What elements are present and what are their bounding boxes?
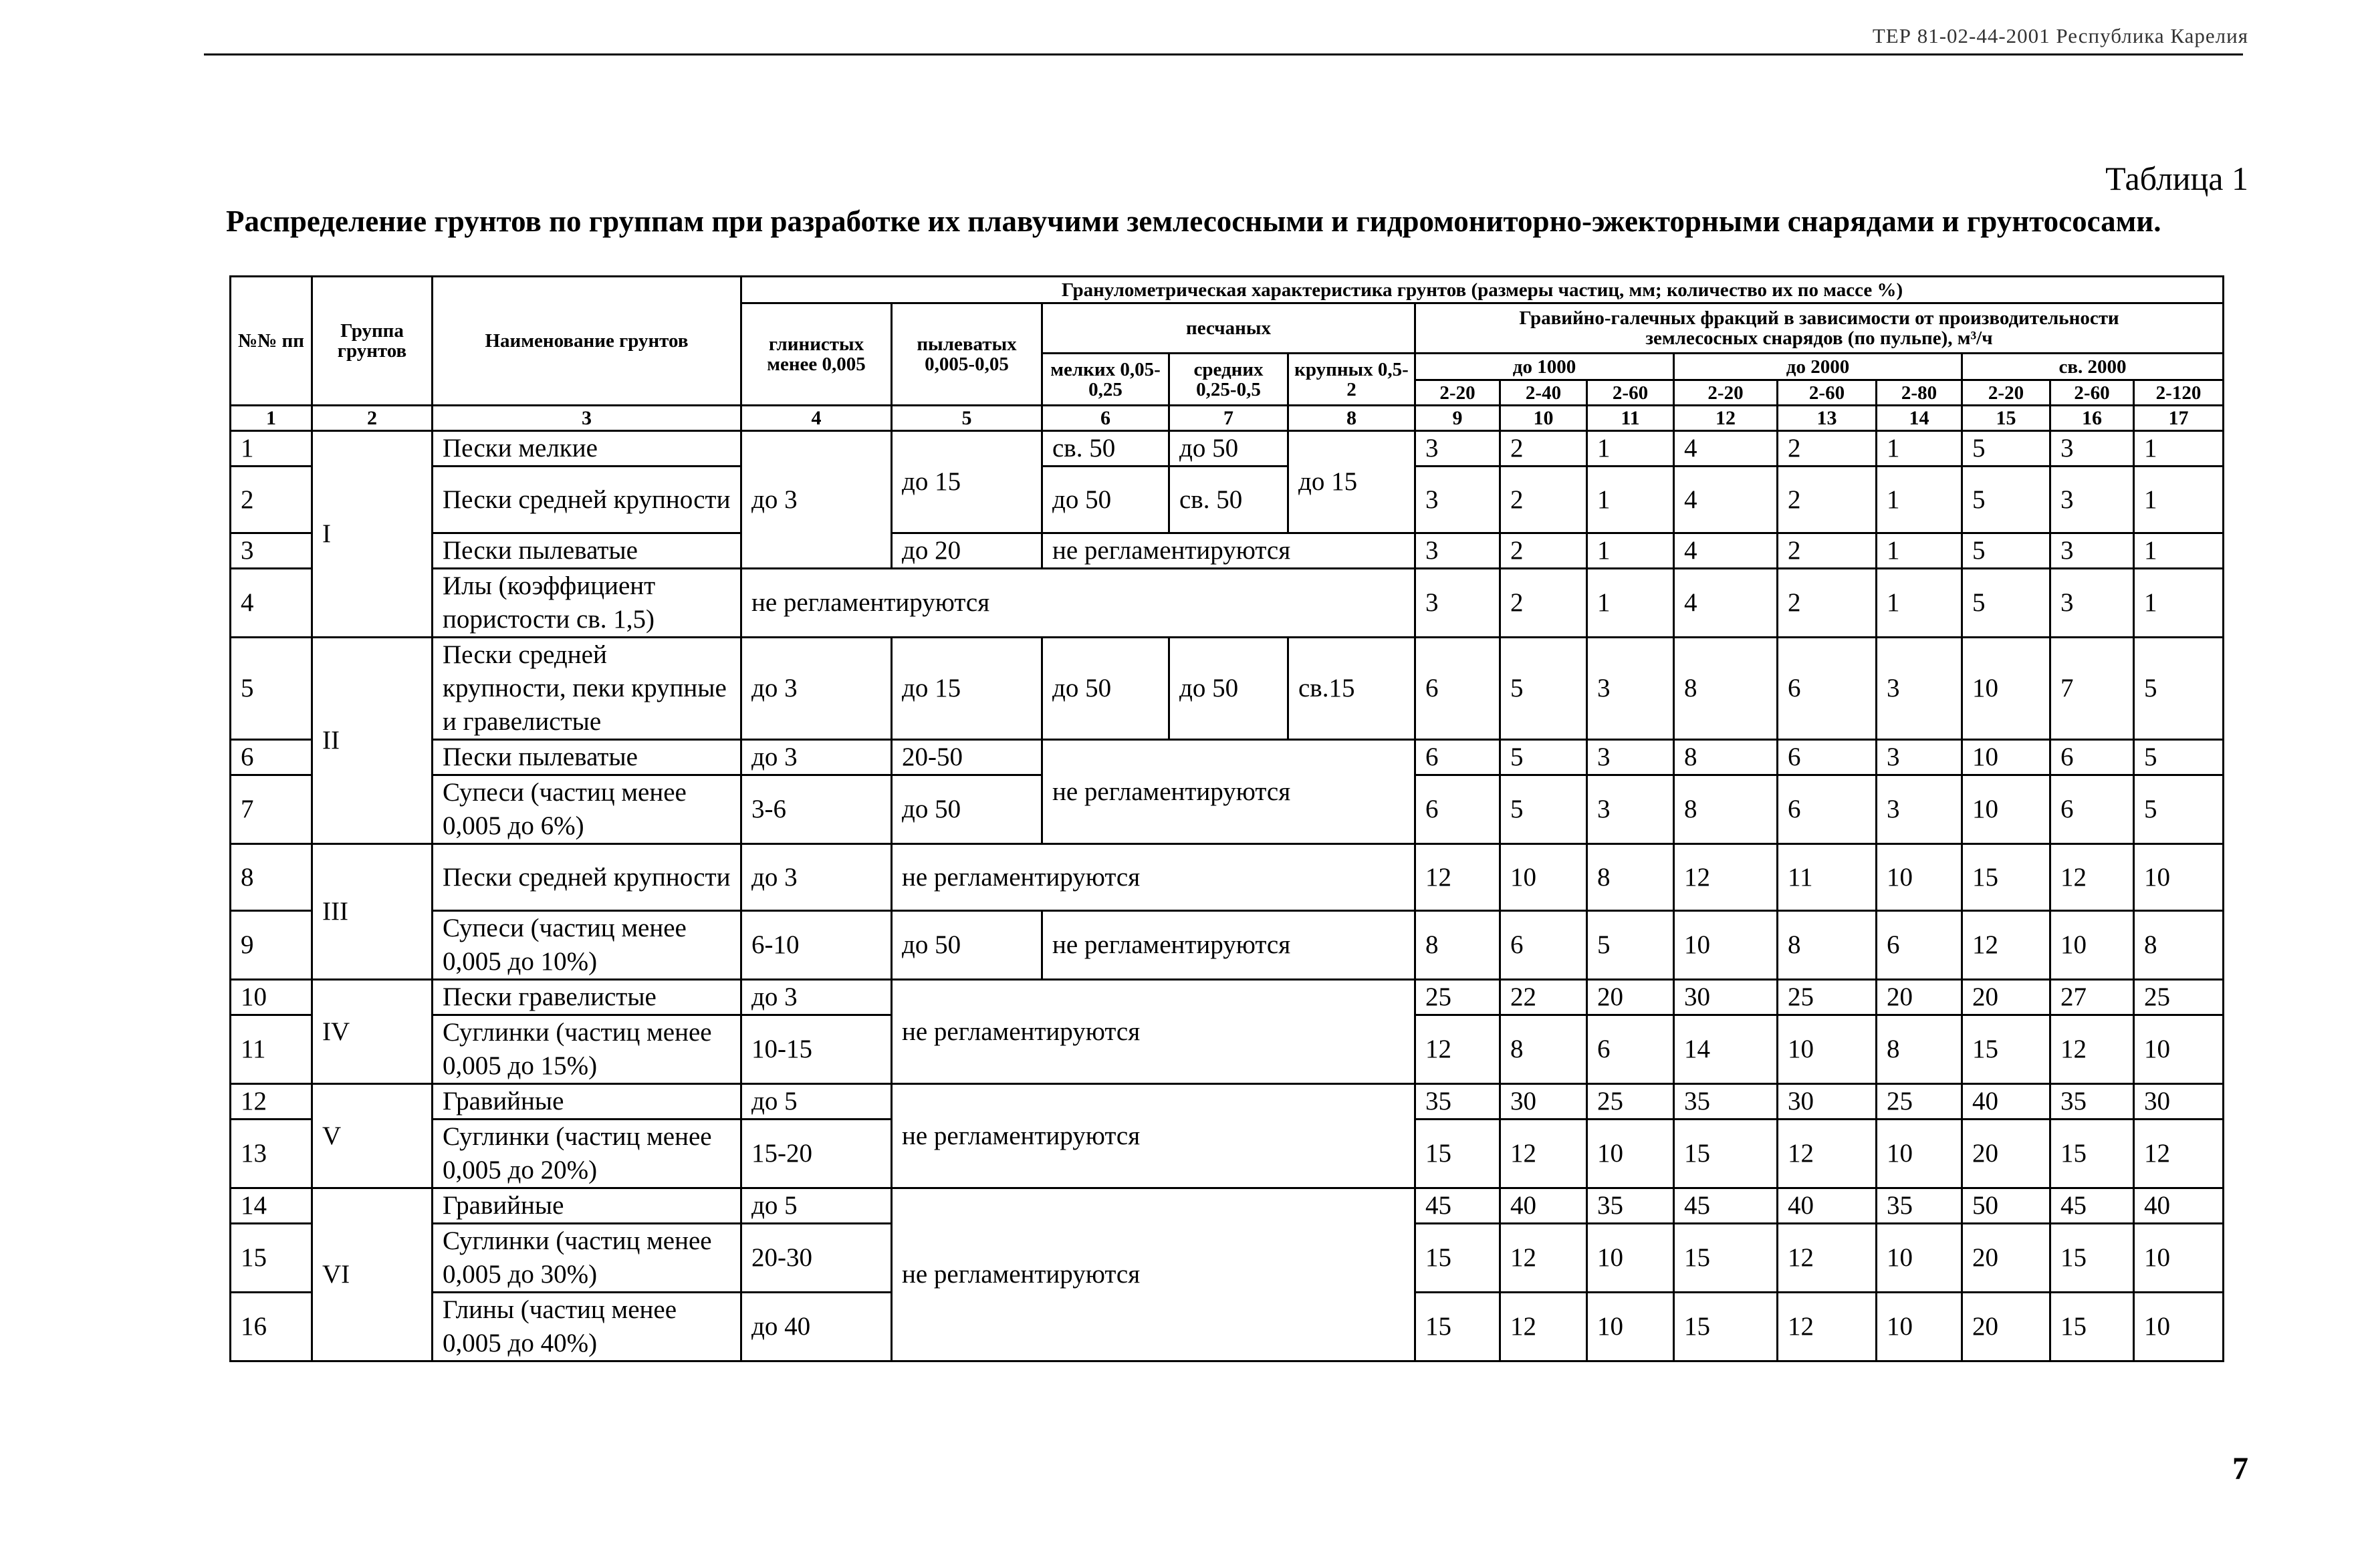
column-number: 2 <box>312 406 433 431</box>
column-number: 5 <box>892 406 1042 431</box>
header-clay: глинистых менее 0,005 <box>741 303 892 406</box>
clay-cell: 6-10 <box>741 911 892 980</box>
not-regulated-cell: не регламентируются <box>892 980 1415 1084</box>
value-cell: 50 <box>1962 1188 2050 1224</box>
clay-cell: до 40 <box>741 1293 892 1361</box>
soil-name: Глины (частиц менее 0,005 до 40%) <box>433 1293 741 1361</box>
soil-name: Гравийные <box>433 1188 741 1224</box>
row-number: 4 <box>231 569 312 638</box>
value-cell: 2 <box>1500 569 1587 638</box>
value-cell: 40 <box>2134 1188 2224 1224</box>
header-gravel <box>1415 303 2224 354</box>
value-cell: 12 <box>1500 1224 1587 1293</box>
value-cell: 45 <box>1674 1188 1778 1224</box>
header-no: №№ пп <box>231 277 312 406</box>
value-cell: 4 <box>1674 569 1778 638</box>
clay-cell: 3-6 <box>741 775 892 844</box>
column-number: 15 <box>1962 406 2050 431</box>
value-cell: 6 <box>1415 740 1500 775</box>
row-number: 14 <box>231 1188 312 1224</box>
sand-fine-cell: до 50 <box>1042 467 1169 533</box>
not-regulated-cell: не регламентируются <box>1042 911 1415 980</box>
row-number: 3 <box>231 533 312 569</box>
header-prod-3: св. 2000 <box>1962 354 2224 380</box>
clay-cell: 15-20 <box>741 1120 892 1188</box>
value-cell: 5 <box>1962 431 2050 467</box>
value-cell: 10 <box>1500 844 1587 911</box>
value-cell: 6 <box>1778 638 1877 740</box>
row-number: 1 <box>231 431 312 467</box>
value-cell: 35 <box>2050 1084 2134 1120</box>
value-cell: 15 <box>1674 1224 1778 1293</box>
value-cell: 1 <box>2134 431 2224 467</box>
value-cell: 2 <box>1500 431 1587 467</box>
column-number: 12 <box>1674 406 1778 431</box>
row-number: 11 <box>231 1015 312 1084</box>
value-cell: 20 <box>1587 980 1674 1015</box>
column-number: 8 <box>1288 406 1415 431</box>
value-cell: 10 <box>1962 638 2050 740</box>
value-cell: 14 <box>1674 1015 1778 1084</box>
value-cell: 15 <box>1415 1224 1500 1293</box>
value-cell: 5 <box>1500 638 1587 740</box>
value-cell: 5 <box>1587 911 1674 980</box>
value-cell: 12 <box>2134 1120 2224 1188</box>
value-cell: 3 <box>2050 569 2134 638</box>
value-cell: 8 <box>1415 911 1500 980</box>
soil-name: Суглинки (частиц менее 0,005 до 20%) <box>433 1120 741 1188</box>
header-fraction: 2-80 <box>1877 380 1962 406</box>
header-sand: песчаных <box>1042 303 1415 354</box>
value-cell: 3 <box>1415 569 1500 638</box>
value-cell: 12 <box>1500 1120 1587 1188</box>
row-number: 9 <box>231 911 312 980</box>
value-cell: 15 <box>1962 844 2050 911</box>
value-cell: 35 <box>1415 1084 1500 1120</box>
header-prod-1: до 1000 <box>1415 354 1674 380</box>
group-cell: II <box>312 638 433 844</box>
value-cell: 10 <box>1587 1120 1674 1188</box>
column-number: 14 <box>1877 406 1962 431</box>
value-cell: 10 <box>1674 911 1778 980</box>
soil-name: Пески пылеватые <box>433 533 741 569</box>
value-cell: 12 <box>1415 1015 1500 1084</box>
column-number: 11 <box>1587 406 1674 431</box>
value-cell: 6 <box>2050 740 2134 775</box>
value-cell: 3 <box>1877 775 1962 844</box>
row-number: 6 <box>231 740 312 775</box>
value-cell: 22 <box>1500 980 1587 1015</box>
column-number: 7 <box>1169 406 1288 431</box>
sand-medium-cell: св. 50 <box>1169 467 1288 533</box>
value-cell: 11 <box>1778 844 1877 911</box>
value-cell: 4 <box>1674 533 1778 569</box>
column-number: 9 <box>1415 406 1500 431</box>
value-cell: 2 <box>1500 533 1587 569</box>
value-cell: 1 <box>1587 569 1674 638</box>
row-number: 10 <box>231 980 312 1015</box>
value-cell: 15 <box>1962 1015 2050 1084</box>
value-cell: 3 <box>1587 775 1674 844</box>
not-regulated-cell: не регламентируются <box>892 1084 1415 1188</box>
silt-cell: до 15 <box>892 638 1042 740</box>
value-cell: 25 <box>1778 980 1877 1015</box>
value-cell: 15 <box>2050 1224 2134 1293</box>
column-number: 13 <box>1778 406 1877 431</box>
value-cell: 3 <box>1415 431 1500 467</box>
value-cell: 5 <box>1962 533 2050 569</box>
silt-cell: до 50 <box>892 911 1042 980</box>
value-cell: 25 <box>1877 1084 1962 1120</box>
silt-cell: 20-50 <box>892 740 1042 775</box>
page-number: 7 <box>2232 1451 2248 1486</box>
value-cell: 10 <box>1962 740 2050 775</box>
header-fraction: 2-60 <box>1587 380 1674 406</box>
value-cell: 6 <box>2050 775 2134 844</box>
value-cell: 3 <box>2050 533 2134 569</box>
column-number: 3 <box>433 406 741 431</box>
value-cell: 1 <box>2134 533 2224 569</box>
header-silt: пылеватых 0,005-0,05 <box>892 303 1042 406</box>
header-fraction: 2-20 <box>1674 380 1778 406</box>
value-cell: 2 <box>1500 467 1587 533</box>
group-cell: VI <box>312 1188 433 1361</box>
value-cell: 1 <box>2134 569 2224 638</box>
value-cell: 12 <box>2050 1015 2134 1084</box>
clay-cell: до 3 <box>741 844 892 911</box>
value-cell: 12 <box>1415 844 1500 911</box>
soil-name: Суглинки (частиц менее 0,005 до 15%) <box>433 1015 741 1084</box>
header-group: Группа грунтов <box>312 277 433 406</box>
value-cell: 12 <box>1778 1224 1877 1293</box>
value-cell: 10 <box>2050 911 2134 980</box>
row-number: 5 <box>231 638 312 740</box>
value-cell: 20 <box>1962 1120 2050 1188</box>
header-fraction: 2-20 <box>1962 380 2050 406</box>
value-cell: 15 <box>1674 1293 1778 1361</box>
value-cell: 20 <box>1962 1293 2050 1361</box>
value-cell: 2 <box>1778 467 1877 533</box>
value-cell: 20 <box>1962 980 2050 1015</box>
silt-cell: до 50 <box>892 775 1042 844</box>
value-cell: 5 <box>1962 569 2050 638</box>
group-cell: I <box>312 431 433 638</box>
not-regulated-cell: не регламентируются <box>1042 740 1415 844</box>
value-cell: 1 <box>1587 431 1674 467</box>
value-cell: 1 <box>2134 467 2224 533</box>
header-sand-fine: мелких 0,05-0,25 <box>1042 354 1169 406</box>
value-cell: 1 <box>1877 431 1962 467</box>
column-number: 1 <box>231 406 312 431</box>
value-cell: 15 <box>2050 1293 2134 1361</box>
header-fraction: 2-60 <box>1778 380 1877 406</box>
value-cell: 8 <box>1674 775 1778 844</box>
value-cell: 3 <box>2050 467 2134 533</box>
value-cell: 15 <box>1415 1293 1500 1361</box>
value-cell: 4 <box>1674 467 1778 533</box>
value-cell: 8 <box>1674 740 1778 775</box>
value-cell: 10 <box>2134 1293 2224 1361</box>
value-cell: 5 <box>1500 740 1587 775</box>
value-cell: 40 <box>1962 1084 2050 1120</box>
value-cell: 10 <box>1877 1293 1962 1361</box>
clay-cell: до 3 <box>741 740 892 775</box>
soil-name: Пески пылеватые <box>433 740 741 775</box>
value-cell: 2 <box>1778 431 1877 467</box>
value-cell: 12 <box>1500 1293 1587 1361</box>
soil-name: Пески гравелистые <box>433 980 741 1015</box>
value-cell: 8 <box>1877 1015 1962 1084</box>
value-cell: 20 <box>1962 1224 2050 1293</box>
value-cell: 40 <box>1500 1188 1587 1224</box>
soil-name: Илы (коэффициент пористости св. 1,5) <box>433 569 741 638</box>
value-cell: 6 <box>1778 740 1877 775</box>
row-number: 13 <box>231 1120 312 1188</box>
value-cell: 45 <box>2050 1188 2134 1224</box>
soil-name: Суглинки (частиц менее 0,005 до 30%) <box>433 1224 741 1293</box>
running-header: ТЕР 81-02-44-2001 Республика Карелия <box>1872 24 2248 47</box>
row-number: 15 <box>231 1224 312 1293</box>
table-title: Распределение грунтов по группам при разработке их плавучими землесосными и гидромониторно-эжекторными снарядами и грунтососами. <box>226 205 2161 238</box>
value-cell: 8 <box>2134 911 2224 980</box>
sand-medium-cell: до 50 <box>1169 431 1288 467</box>
sand-medium-cell: до 50 <box>1169 638 1288 740</box>
header-gravel-line2: землесосных снарядов (по пульпе), м³/ч <box>1645 328 1993 349</box>
not-regulated-cell: не регламентируются <box>892 1188 1415 1361</box>
value-cell: 25 <box>1415 980 1500 1015</box>
soil-groups-table <box>229 275 2224 1362</box>
group-cell: III <box>312 844 433 980</box>
soil-name: Супеси (частиц менее 0,005 до 6%) <box>433 775 741 844</box>
value-cell: 25 <box>2134 980 2224 1015</box>
value-cell: 1 <box>1877 467 1962 533</box>
soil-name: Пески средней крупности <box>433 467 741 533</box>
value-cell: 12 <box>1674 844 1778 911</box>
value-cell: 8 <box>1500 1015 1587 1084</box>
value-cell: 12 <box>1778 1120 1877 1188</box>
value-cell: 2 <box>1778 533 1877 569</box>
value-cell: 35 <box>1674 1084 1778 1120</box>
value-cell: 10 <box>1877 1120 1962 1188</box>
value-cell: 6 <box>1587 1015 1674 1084</box>
value-cell: 5 <box>2134 638 2224 740</box>
value-cell: 1 <box>1877 533 1962 569</box>
header-prod-2: до 2000 <box>1674 354 1962 380</box>
not-regulated-cell: не регламентируются <box>1042 533 1415 569</box>
header-gravel-line1: Гравийно-галечных фракций в зависимости от производительности <box>1519 307 2119 329</box>
column-number: 4 <box>741 406 892 431</box>
clay-cell: до 3 <box>741 980 892 1015</box>
value-cell: 1 <box>1587 533 1674 569</box>
value-cell: 3 <box>1415 533 1500 569</box>
value-cell: 8 <box>1778 911 1877 980</box>
row-number: 7 <box>231 775 312 844</box>
value-cell: 10 <box>1962 775 2050 844</box>
header-name: Наименование грунтов <box>433 277 741 406</box>
silt-cell: до 15 <box>892 431 1042 533</box>
header-fraction: 2-60 <box>2050 380 2134 406</box>
value-cell: 10 <box>2134 1224 2224 1293</box>
value-cell: 12 <box>1778 1293 1877 1361</box>
value-cell: 3 <box>1587 740 1674 775</box>
clay-cell: до 5 <box>741 1188 892 1224</box>
value-cell: 20 <box>1877 980 1962 1015</box>
value-cell: 35 <box>1587 1188 1674 1224</box>
value-cell: 3 <box>1587 638 1674 740</box>
value-cell: 10 <box>1877 1224 1962 1293</box>
column-number: 16 <box>2050 406 2134 431</box>
value-cell: 5 <box>2134 740 2224 775</box>
value-cell: 8 <box>1587 844 1674 911</box>
header-fraction: 2-20 <box>1415 380 1500 406</box>
sand-fine-cell: св. 50 <box>1042 431 1169 467</box>
silt-cell: до 20 <box>892 533 1042 569</box>
value-cell: 10 <box>2134 1015 2224 1084</box>
value-cell: 6 <box>1415 775 1500 844</box>
value-cell: 10 <box>1587 1293 1674 1361</box>
value-cell: 35 <box>1877 1188 1962 1224</box>
value-cell: 6 <box>1415 638 1500 740</box>
value-cell: 6 <box>1877 911 1962 980</box>
value-cell: 30 <box>2134 1084 2224 1120</box>
value-cell: 30 <box>1778 1084 1877 1120</box>
value-cell: 10 <box>1877 844 1962 911</box>
sand-coarse-cell: до 15 <box>1288 431 1415 533</box>
clay-cell: 10-15 <box>741 1015 892 1084</box>
value-cell: 6 <box>1500 911 1587 980</box>
soil-name: Супеси (частиц менее 0,005 до 10%) <box>433 911 741 980</box>
sand-coarse-cell: св.15 <box>1288 638 1415 740</box>
soil-name: Гравийные <box>433 1084 741 1120</box>
clay-cell: до 3 <box>741 638 892 740</box>
value-cell: 15 <box>2050 1120 2134 1188</box>
value-cell: 1 <box>1877 569 1962 638</box>
header-sand-medium: средних 0,25-0,5 <box>1169 354 1288 406</box>
group-cell: IV <box>312 980 433 1084</box>
value-cell: 2 <box>1778 569 1877 638</box>
header-sand-coarse: крупных 0,5-2 <box>1288 354 1415 406</box>
clay-cell: до 3 <box>741 431 892 569</box>
value-cell: 10 <box>1778 1015 1877 1084</box>
header-rule <box>204 53 2243 55</box>
value-cell: 12 <box>2050 844 2134 911</box>
header-granulometric: Гранулометрическая характеристика грунтов (размеры частиц, мм; количество их по массе %) <box>741 277 2224 303</box>
column-number: 17 <box>2134 406 2224 431</box>
not-regulated-cell: не регламентируются <box>741 569 1415 638</box>
value-cell: 30 <box>1674 980 1778 1015</box>
soil-name: Пески средней крупности <box>433 844 741 911</box>
value-cell: 3 <box>1877 638 1962 740</box>
value-cell: 1 <box>1587 467 1674 533</box>
column-number: 10 <box>1500 406 1587 431</box>
value-cell: 4 <box>1674 431 1778 467</box>
value-cell: 27 <box>2050 980 2134 1015</box>
value-cell: 12 <box>1962 911 2050 980</box>
value-cell: 5 <box>1962 467 2050 533</box>
not-regulated-cell: не регламентируются <box>892 844 1415 911</box>
value-cell: 45 <box>1415 1188 1500 1224</box>
header-fraction: 2-40 <box>1500 380 1587 406</box>
column-number: 6 <box>1042 406 1169 431</box>
soil-name: Пески средней крупности, пеки крупные и гравелистые <box>433 638 741 740</box>
value-cell: 5 <box>2134 775 2224 844</box>
value-cell: 30 <box>1500 1084 1587 1120</box>
value-cell: 40 <box>1778 1188 1877 1224</box>
sand-fine-cell: до 50 <box>1042 638 1169 740</box>
value-cell: 6 <box>1778 775 1877 844</box>
value-cell: 3 <box>1415 467 1500 533</box>
value-cell: 3 <box>1877 740 1962 775</box>
clay-cell: до 5 <box>741 1084 892 1120</box>
value-cell: 15 <box>1674 1120 1778 1188</box>
header-fraction: 2-120 <box>2134 380 2224 406</box>
value-cell: 10 <box>2134 844 2224 911</box>
value-cell: 3 <box>2050 431 2134 467</box>
table-label: Таблица 1 <box>2105 160 2248 197</box>
row-number: 16 <box>231 1293 312 1361</box>
group-cell: V <box>312 1084 433 1188</box>
value-cell: 5 <box>1500 775 1587 844</box>
value-cell: 15 <box>1415 1120 1500 1188</box>
value-cell: 10 <box>1587 1224 1674 1293</box>
row-number: 8 <box>231 844 312 911</box>
value-cell: 7 <box>2050 638 2134 740</box>
value-cell: 25 <box>1587 1084 1674 1120</box>
value-cell: 8 <box>1674 638 1778 740</box>
row-number: 2 <box>231 467 312 533</box>
row-number: 12 <box>231 1084 312 1120</box>
clay-cell: 20-30 <box>741 1224 892 1293</box>
soil-name: Пески мелкие <box>433 431 741 467</box>
